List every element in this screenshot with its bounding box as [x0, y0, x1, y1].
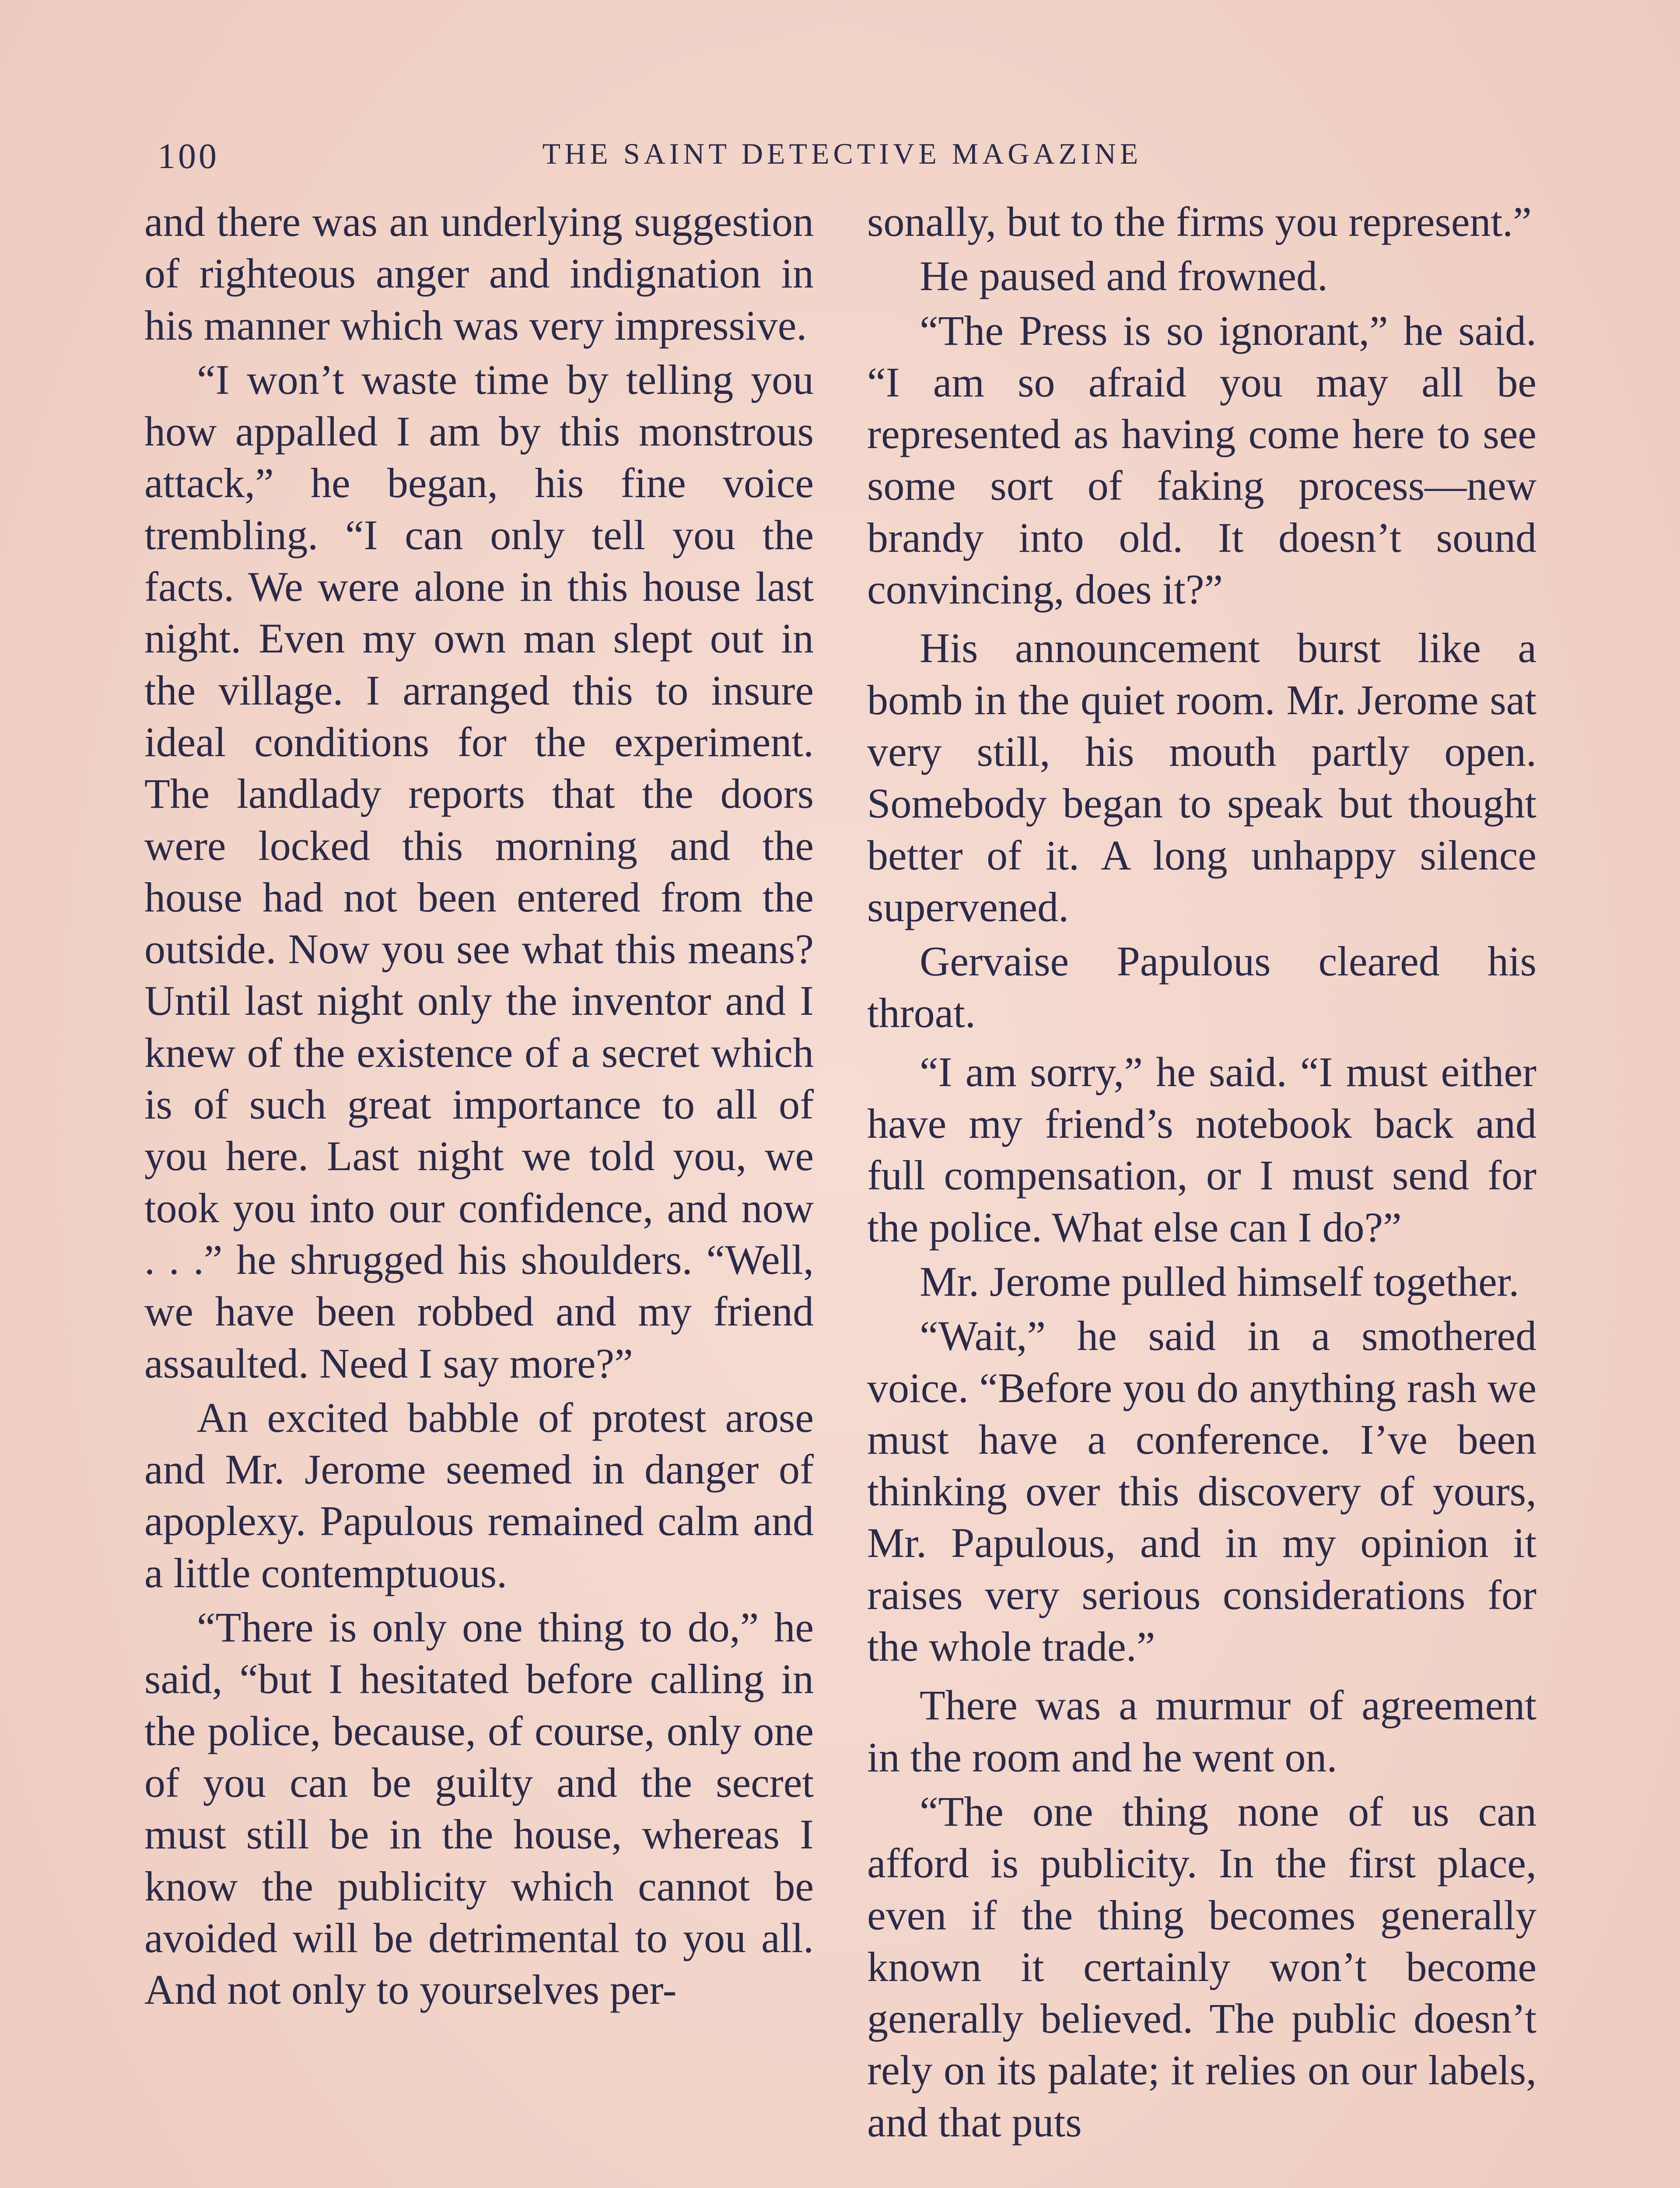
- paragraph: “Wait,” he said in a smothered voice. “Before you do anything rash we must have a conference. I’ve been thinking over this discovery of yours, Mr. Papulous, and in my opinion it raises very serious considerations for the whole trade.”: [867, 1312, 1536, 1670]
- paragraph: Mr. Jerome pulled himself together.: [920, 1258, 1519, 1305]
- right-column: [867, 196, 1536, 2188]
- paragraph: “There is only one thing to do,” he said, “but I hesitated before calling in the police, because, of course, only one of you can be guilty and the secret must still be in the house, whereas I know the publicity which cannot be avoided will be detrimental to you all. And not only to yourselves per-: [144, 1604, 814, 2013]
- page-number: 100: [158, 136, 219, 176]
- paragraph: Gervaise Papulous cleared his throat.: [867, 938, 1536, 1037]
- left-column: [144, 196, 814, 2188]
- paragraph: An excited babble of protest arose and Mr. Jerome seemed in danger of apoplexy. Papulous remained calm and a little contemptuous.: [144, 1394, 814, 1596]
- paragraph: He paused and frowned.: [920, 252, 1328, 300]
- paragraph: There was a murmur of agreement in the room and he went on.: [867, 1682, 1536, 1781]
- paragraph: and there was an underlying suggestion of righteous anger and indignation in his manner which was very impressive.: [144, 198, 814, 349]
- magazine-title: THE SAINT DETECTIVE MAGAZINE: [542, 137, 1142, 170]
- paragraph: “I won’t waste time by telling you how appalled I am by this monstrous attack,” he began, his fine voice trembling. “I can only tell you the facts. We were alone in this house last night. Even my own man slept out in the village. I arranged this to insure ideal conditions for the experiment. The landlady reports that the doors were locked this morning and the house had not been entered from the outside. Now you see what this means? Until last night only the inventor and I knew of the existence of a secret which is of such great importance to all of you here. Last night we told you, we took you into our confidence, and now . . .” he shrugged his shoulders. “Well, we have been robbed and my friend assaulted. Need I say more?”: [144, 356, 814, 1387]
- paragraph: “The one thing none of us can afford is publicity. In the first place, even if the thing becomes generally known it certainly won’t become generally believed. The public doesn’t rely on its palate; it relies on our labels, and that puts: [867, 1788, 1536, 2146]
- paragraph: sonally, but to the firms you represent.”: [867, 198, 1532, 245]
- paragraph: His announcement burst like a bomb in the quiet room. Mr. Jerome sat very still, his mouth partly open. Somebody began to speak but thought better of it. A long unhappy silence supervened.: [867, 624, 1536, 930]
- paragraph: “The Press is so ignorant,” he said. “I am so afraid you may all be represented as having come here to see some sort of faking process—new brandy into old. It doesn’t sound convincing, does it?”: [867, 307, 1536, 613]
- paragraph: “I am sorry,” he said. “I must either have my friend’s notebook back and full compensation, or I must send for the police. What else can I do?”: [867, 1048, 1536, 1251]
- running-header: [140, 128, 1518, 176]
